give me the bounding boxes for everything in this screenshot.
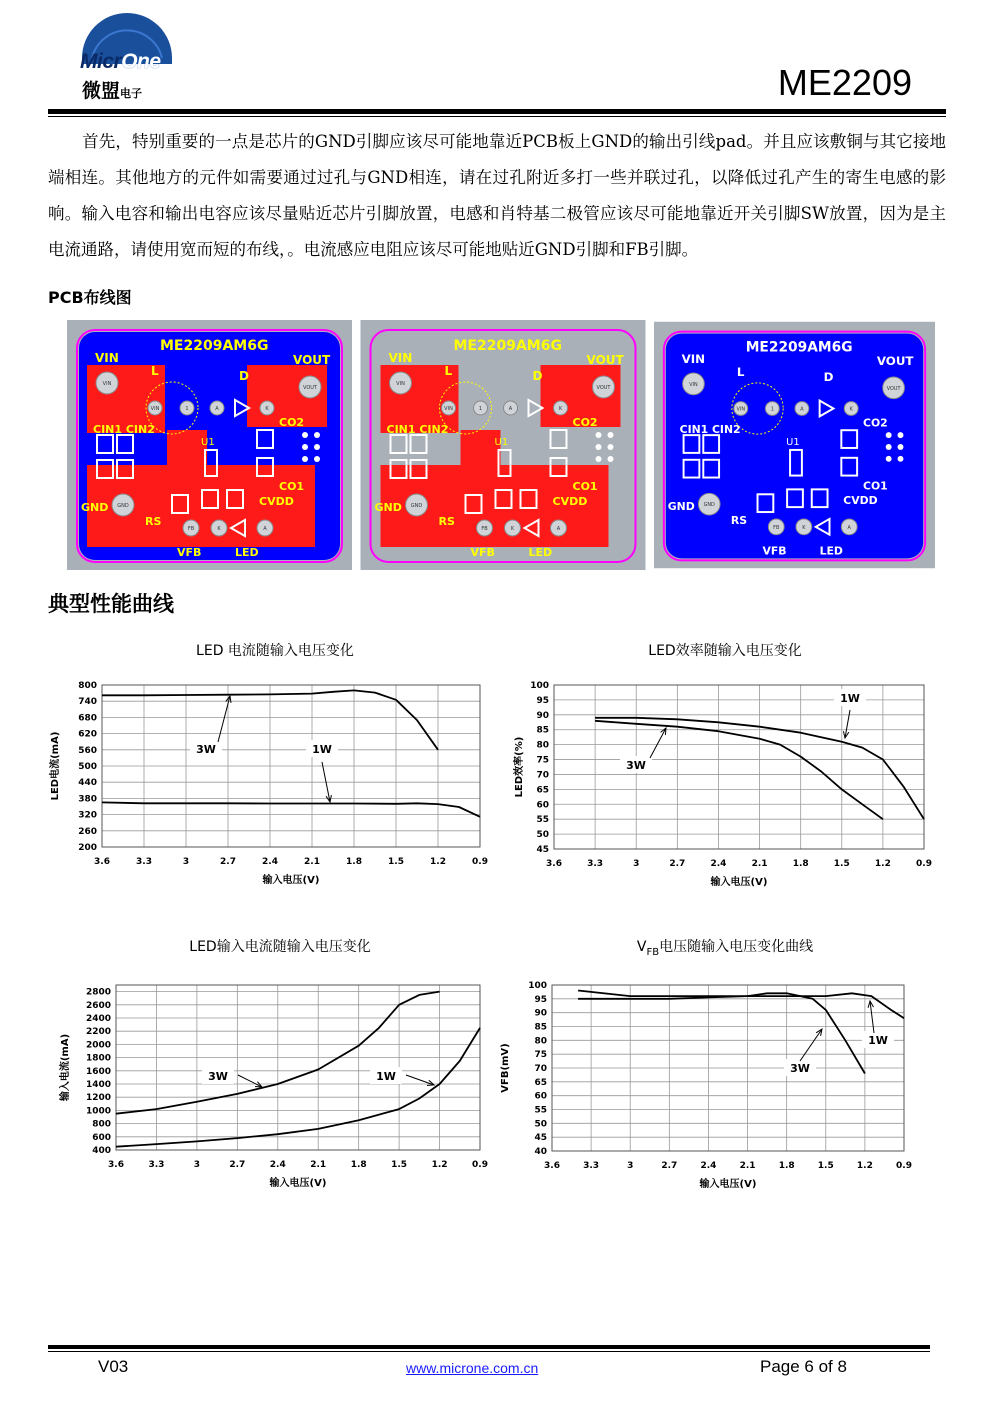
logo-cn-main: 微盟 [82,80,121,102]
pcb-part-label: ME2209AM6G [745,339,853,356]
chart-series-line-3w [578,993,865,1073]
chart-y-tick: 1000 [85,1106,111,1117]
pcb-pad-label: A [263,526,267,532]
chart-y-tick: 2000 [85,1040,111,1051]
pcb-label-led: LED [528,546,553,559]
chart-y-tick: 1200 [85,1093,111,1104]
chart-x-tick: 3.3 [136,857,152,867]
chart-frame [554,685,924,849]
logo-cn-small: 电子 [120,87,143,100]
chart-annotation-label: 1W [376,1070,396,1083]
chart-y-tick: 65 [536,785,549,796]
pcb-label-u1: U1 [786,437,800,448]
chart-y-tick: 60 [536,800,549,811]
chart-y-tick: 75 [534,1050,547,1061]
pcb-label-d: D [239,369,249,383]
chart-x-tick: 2.7 [661,1161,678,1171]
pcb-via [886,456,892,462]
pcb-label-co2: CO2 [572,416,598,429]
chart-title-1: LED 电流随输入电压变化 [196,643,354,659]
chart-y-tick: 500 [78,762,97,772]
pcb-via [608,444,614,450]
pcb-pad-label: FB [187,526,195,532]
chart-x-tick: 0.9 [472,1160,488,1170]
pcb-label-co1: CO1 [279,480,305,493]
chart-x-tick: 2.7 [669,859,686,869]
chart-x-tick: 1.2 [430,857,446,867]
chart-y-tick: 50 [534,1119,547,1130]
chart-x-tick: 1.2 [856,1161,873,1171]
logo-main: Micr [80,50,122,73]
chart-x-tick: 3 [633,859,640,869]
pcb-label-vout: VOUT [586,353,624,367]
pcb-label-vout: VOUT [876,354,914,369]
chart-y-label: 输入电流(mA) [60,1033,71,1102]
pcb-label-u1: U1 [494,437,509,448]
pcb-via [302,432,308,438]
pcb-label-l: L [444,364,453,378]
pcb-label-l: L [736,364,745,379]
pcb-pad-label: VIN [150,406,160,412]
chart-y-tick: 45 [536,845,549,855]
pcb-label-vfb: VFB [177,546,202,559]
pcb-label-cin: CIN1 CIN2 [679,423,741,437]
chart-series-line-1w [578,991,904,1019]
chart-x-tick: 2.4 [269,1160,286,1170]
chart-y-tick: 45 [534,1133,547,1144]
pcb-pad-label: K [849,406,853,413]
pcb-pad-label: K [265,406,269,412]
chart-x-tick: 3.6 [544,1161,560,1171]
chart-y-tick: 70 [534,1064,547,1074]
pcb-via [608,456,614,462]
pcb-label-vfb: VFB [470,546,495,559]
chart-y-tick: 80 [536,740,549,751]
chart-x-tick: 3.3 [583,1161,600,1171]
chart-x-tick: 3.6 [108,1160,124,1170]
chart-y-label: LED电流(mA) [50,731,61,801]
pcb-pad-label: FB [481,526,488,532]
chart-x-tick: 3.3 [148,1160,165,1170]
chart-x-tick: 3 [627,1161,634,1171]
chart-y-tick: 40 [534,1147,547,1157]
chart-x-tick: 3.3 [587,859,604,869]
chart-x-tick: 2.4 [700,1161,717,1171]
chart-y-tick: 260 [78,826,97,837]
chart-x-tick: 1.2 [874,859,891,869]
chart-y-label: VFB(mV) [500,1043,511,1093]
chart-y-tick: 600 [92,1132,111,1143]
chart-series-line-1w [116,1028,480,1147]
chart-title-4-sub: FB [646,946,660,958]
header-rule [48,109,946,114]
pcb-part-label: ME2209AM6G [453,338,562,354]
pcb-label-co2: CO2 [279,416,305,429]
chart-y-tick: 320 [78,810,97,821]
pcb-label-co2: CO2 [863,416,888,430]
chart-y-tick: 200 [78,843,97,853]
chart-y-tick: 740 [78,697,97,708]
chart-title-3: LED输入电流随输入电压变化 [189,939,371,955]
pcb-label-gnd: GND [374,501,402,514]
chart-y-tick: 70 [536,770,549,781]
chart-x-tick: 1.5 [391,1160,408,1170]
chart-y-tick: 60 [534,1091,547,1102]
pcb-label-vfb: VFB [762,544,787,558]
chart-x-tick: 0.9 [472,857,488,867]
chart-x-tick: 2.4 [262,857,278,867]
pcb-label-co1: CO1 [863,479,888,493]
pcb-pad-label: VIN [736,406,746,413]
chart-y-tick: 50 [536,830,549,841]
pcb-via [314,432,320,438]
chart-y-tick: 95 [534,994,547,1005]
chart-y-tick: 2600 [85,1000,111,1011]
pcb-via [886,432,892,438]
header-rule-thin [48,116,946,117]
pcb-via [596,444,602,450]
chart-title-4-prefix: V [636,939,647,955]
pcb-pad-label: GND [117,503,129,509]
chart-y-tick: 65 [534,1077,547,1088]
pcb-pad-label: A [215,406,219,412]
pcb-pad-label: A [556,526,561,532]
chart-y-tick: 1800 [85,1053,111,1064]
chart-y-tick: 80 [534,1036,547,1047]
chart-y-tick: 620 [78,729,97,740]
chart-x-tick: 2.4 [710,859,727,869]
pcb-pad-label: 1 [185,406,189,412]
chart-x-label: 输入电压(V) [699,1179,757,1190]
chart-y-tick: 90 [534,1008,547,1019]
pcb-label-vin: VIN [388,351,413,365]
pcb-via [596,432,602,438]
chart-y-tick: 95 [536,695,549,706]
pcb-via [302,444,308,450]
chart-annotation-arrow [650,728,666,758]
chart-vfb [490,975,930,1205]
pcb-label-cin: CIN1 CIN2 [93,423,155,436]
layout-paragraph [48,124,946,268]
pcb-pad-label: VIN [444,406,453,412]
chart-y-tick: 400 [92,1146,111,1156]
pcb-label-u1: U1 [201,437,215,448]
chart-y-tick: 800 [78,681,97,691]
chart-x-tick: 1.5 [817,1161,834,1171]
chart-x-tick: 1.8 [350,1160,367,1170]
chart-frame [116,985,480,1150]
page-number: Page 6 of 8 [760,1357,847,1376]
pcb-via [314,444,320,450]
pcb-pad-label: A [800,406,804,413]
chart-x-tick: 2.7 [229,1160,246,1170]
chart-y-tick: 1600 [85,1066,111,1077]
pcb-pad-label: VIN [689,381,698,388]
chart-x-label: 输入电压(V) [262,875,320,886]
chart-x-tick: 2.1 [739,1161,756,1171]
pcb-layout-bottom [654,320,935,570]
pcb-label-vin: VIN [681,352,706,367]
logo-accent: One [121,50,161,73]
pcb-via [596,456,602,462]
chart-x-tick: 3.6 [94,857,110,867]
pcb-label-gnd: GND [81,501,109,514]
pcb-label-d: D [823,369,834,384]
pcb-pad-label: VIN [396,381,405,387]
chart-x-tick: 1.8 [346,857,362,867]
pcb-via [898,444,904,450]
pcb-heading: PCB布线图 [48,288,132,307]
chart-x-tick: 1.2 [431,1160,448,1170]
chart-x-tick: 1.8 [792,859,809,869]
chart-y-tick: 85 [536,725,549,736]
pcb-layout-top [67,320,352,570]
pcb-pad-label: K [217,526,221,532]
chart-y-label: LED效率(%) [514,736,525,798]
pcb-pad-label: 1 [478,406,483,412]
chart-y-tick: 800 [92,1119,111,1130]
curves-heading: 典型性能曲线 [48,592,174,616]
pcb-via [886,444,892,450]
chart-y-tick: 380 [78,794,97,805]
pcb-pad-label: VOUT [596,385,611,391]
website-link[interactable]: www.microne.com.cn [406,1360,539,1376]
pcb-pad-label: VIN [102,381,112,387]
chart-x-tick: 0.9 [896,1161,912,1171]
chart-y-tick: 100 [528,981,547,991]
pcb-label-cvdd: CVDD [552,495,588,508]
pcb-label-led: LED [819,544,843,558]
chart-annotation-label: 3W [790,1062,810,1075]
chart-annotation-label: 1W [840,692,860,705]
chart-annotation-arrow [800,1029,822,1061]
chart-x-tick: 3.6 [546,859,562,869]
pcb-via [898,432,904,438]
pcb-sw-copper [461,430,501,470]
pcb-via [898,456,904,462]
chart-y-tick: 75 [536,755,549,766]
pcb-label-rs: RS [145,515,162,528]
chart-led-efficiency [500,670,950,900]
chart-x-label: 输入电压(V) [710,877,768,888]
chart-annotation-label: 1W [312,743,332,756]
chart-x-tick: 3 [193,1160,201,1170]
logo-chinese [82,76,142,103]
chart-y-tick: 55 [536,815,549,826]
pcb-label-vout: VOUT [293,353,331,367]
document-id: ME2209 [777,62,912,103]
chart-annotation-label: 3W [208,1070,228,1083]
pcb-pad-label: 1 [770,406,774,413]
version-label: V03 [98,1357,129,1376]
chart-y-tick: 440 [78,778,97,789]
pcb-label-l: L [151,364,159,378]
chart-x-tick: 0.9 [916,859,932,869]
pcb-label-rs: RS [438,515,455,528]
chart-x-label: 输入电压(V) [269,1178,327,1189]
footer-rule [48,1345,930,1349]
pcb-via [608,432,614,438]
chart-y-tick: 100 [530,681,549,691]
pcb-pad-label: GND [703,502,715,509]
chart-annotation-arrow [238,1075,262,1087]
pcb-label-cin: CIN1 CIN2 [386,423,449,436]
chart-y-tick: 85 [534,1022,547,1033]
pcb-pad-label: A [847,524,851,531]
pcb-layout-top-copper [360,320,646,570]
paragraph-text: 首先，特别重要的一点是芯片的GND引脚应该尽可能地靠近PCB板上GND的输出引线pad。并且应该敷铜与其它接地端相连。其他地方的元件如需要通过过孔与GND相连，请在过孔附近多打一些并联过孔，以降低过孔产生的寄生电感的影响。输入电容和输出电容应该尽量贴近芯片引脚放置，电感和肖特基二极管应该尽可能地靠近开关引脚SW放置，因为是主电流通路，请使用宽而短的布线，。电流感应电阻应该尽可能地贴近GND引脚和FB引脚。 [48,132,946,259]
footer-rule-thin [48,1351,930,1352]
chart-y-tick: 560 [78,745,97,756]
pcb-label-co1: CO1 [572,480,598,493]
chart-annotation-label: 1W [868,1034,888,1047]
chart-x-tick: 2.1 [751,859,768,869]
pcb-pad-label: VOUT [303,385,317,391]
chart-title-4-rest: 电压随输入电压变化曲线 [659,939,814,955]
chart-y-tick: 680 [78,713,97,724]
pcb-pad-label: VOUT [886,385,901,392]
chart-annotation-arrow [406,1075,434,1085]
pcb-sw-copper [167,430,207,470]
chart-x-tick: 2.7 [220,857,236,867]
chart-y-tick: 2800 [85,987,111,998]
chart-y-tick: 55 [534,1105,547,1116]
pcb-pad-label: GND [410,503,423,509]
pcb-pad-label: K [510,526,515,532]
pcb-label-led: LED [235,546,259,559]
chart-led-current [40,670,500,900]
chart-y-tick: 2400 [85,1014,111,1024]
pcb-label-rs: RS [730,513,748,527]
pcb-via [314,456,320,462]
pcb-label-cvdd: CVDD [259,495,294,508]
pcb-label-gnd: GND [667,500,695,514]
chart-x-tick: 3 [182,857,190,867]
pcb-pad-label: K [802,524,806,531]
chart-title-2: LED效率随输入电压变化 [648,643,802,659]
pcb-label-vin: VIN [95,351,119,365]
pcb-part-label: ME2209AM6G [160,338,269,354]
pcb-pad-label: FB [773,524,780,531]
chart-x-tick: 1.5 [833,859,850,869]
pcb-pad-label: A [508,406,513,412]
chart-x-tick: 2.1 [310,1160,327,1170]
chart-x-tick: 2.1 [304,857,320,867]
pcb-label-d: D [532,369,543,383]
chart-y-tick: 90 [536,710,549,721]
chart-annotation-label: 3W [626,759,646,772]
chart-x-tick: 1.8 [778,1161,795,1171]
pcb-label-cvdd: CVDD [843,494,878,508]
chart-x-tick: 1.5 [388,857,404,867]
chart-annotation-arrow [870,1001,874,1033]
chart-y-tick: 2200 [85,1027,111,1038]
chart-input-current [40,975,500,1205]
chart-title-4 [590,936,860,958]
chart-y-tick: 1400 [85,1080,111,1090]
chart-annotation-label: 3W [196,743,216,756]
pcb-via [302,456,308,462]
logo-wordmark [80,50,161,74]
pcb-pad-label: K [558,406,563,412]
